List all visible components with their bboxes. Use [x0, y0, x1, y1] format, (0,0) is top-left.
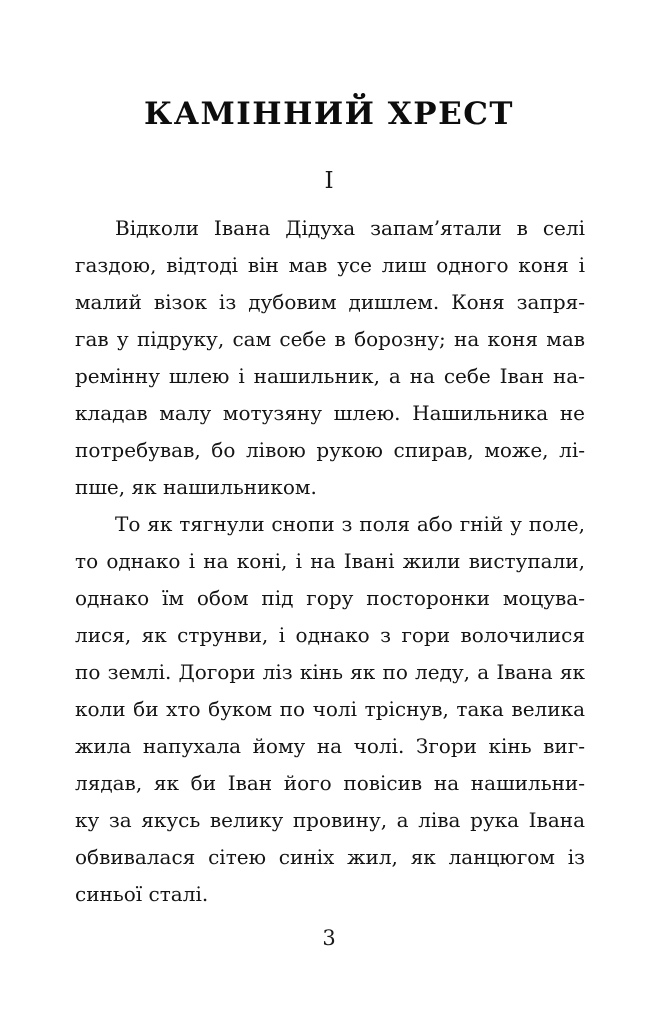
chapter-title: КАМІННИЙ ХРЕСТ: [144, 96, 514, 132]
text-line: ку за якусь велику провину, а ліва рука Івана: [75, 808, 585, 832]
text-line: малий візок із дубовим дишлем. Коня запря-: [75, 290, 585, 314]
paragraph: [75, 506, 585, 913]
text-line: потребував, бо лівою рукою спирав, може, лі-: [75, 438, 585, 462]
section-numeral: I: [324, 168, 334, 194]
paragraph: [75, 210, 585, 506]
text-line: ремінну шлею і нашильник, а на себе Іван на-: [75, 364, 585, 388]
text-line: лися, як струнви, і однако з гори волочилися: [75, 623, 585, 647]
text-line: То як тягнули снопи з поля або гній у поле,: [115, 512, 585, 536]
page-number: 3: [322, 926, 336, 950]
text-line: кладав малу мотузяну шлею. Нашильника не: [75, 401, 585, 425]
text-line: однако їм обом під гору посторонки моцува-: [75, 586, 585, 610]
text-line: Відколи Івана Дідуха запам’ятали в селі: [115, 216, 585, 240]
text-line: коли би хто буком по чолі тріснув, така велика: [75, 697, 585, 721]
body-text: [75, 210, 585, 913]
text-line: обвивалася сітею синіх жил, як ланцюгом із: [75, 845, 585, 869]
text-line: по землі. Догори ліз кінь як по леду, а Івана як: [75, 660, 585, 684]
text-line: пше, як нашильником.: [75, 475, 317, 499]
text-line: лядав, як би Іван його повісив на нашильни-: [75, 771, 585, 795]
text-line: жила напухала йому на чолі. Згори кінь виг-: [75, 734, 585, 758]
text-line: газдою, відтоді він мав усе лиш одного коня і: [75, 253, 585, 277]
text-line: то однако і на коні, і на Івані жили виступали,: [75, 549, 585, 573]
text-line: синьої сталі.: [75, 882, 209, 906]
text-line: гав у підруку, сам себе в борозну; на коня мав: [75, 327, 585, 351]
